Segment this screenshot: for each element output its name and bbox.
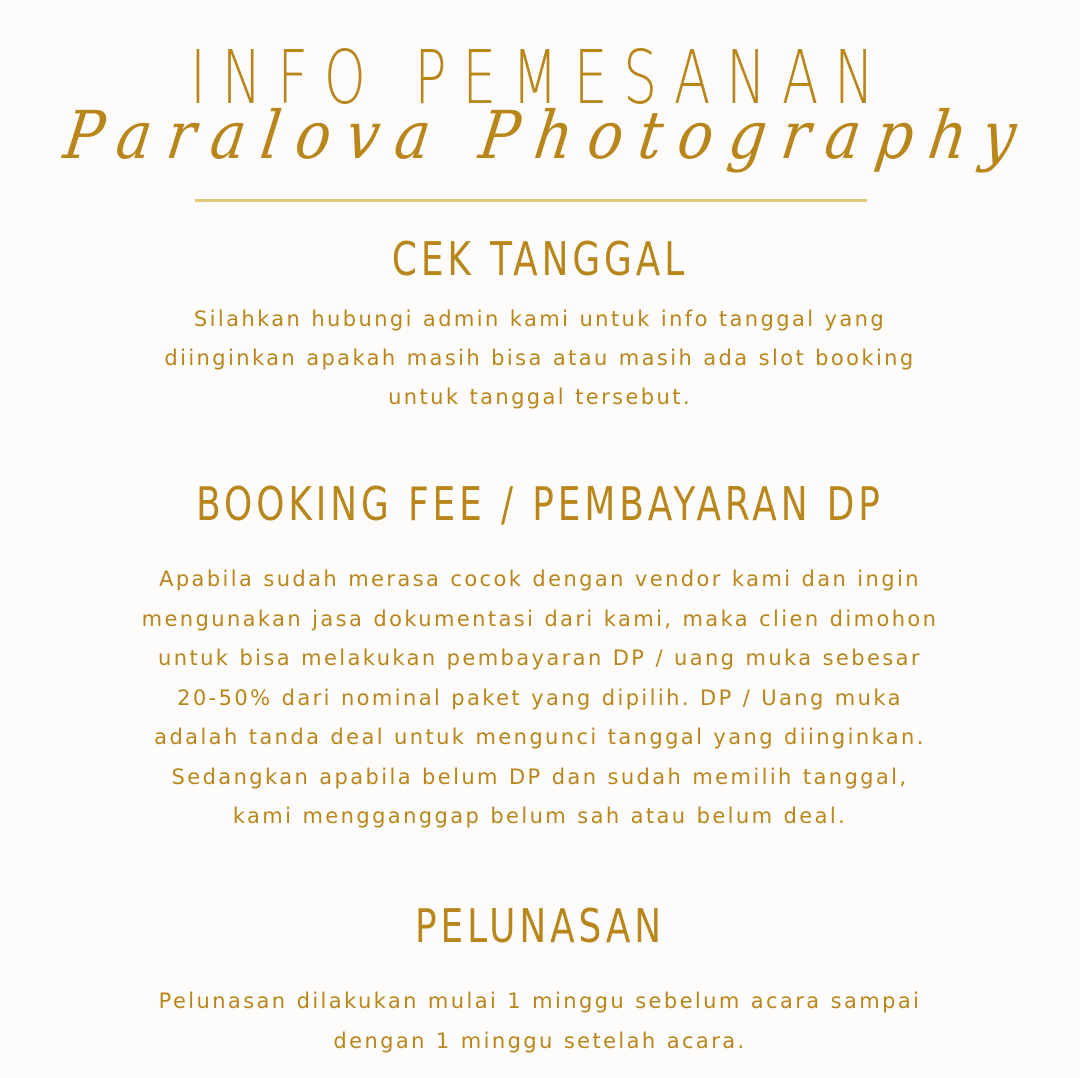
text-line: kami mengganggap belum sah atau belum deal. [232,804,848,828]
brand-script-title: Paralova Photography [59,97,1037,174]
text-line: dengan 1 minggu setelah acara. [333,1029,747,1053]
text-line: Pelunasan dilakukan mulai 1 minggu sebelum acara sampai [158,989,922,1013]
text-line: 20-50% dari nominal paket yang dipilih. DP / Uang muka [177,685,903,710]
section-heading-cek-tanggal: CEK TANGGAL [391,232,689,286]
section-text-pelunasan [90,981,990,1061]
text-line: Sedangkan apabila belum DP dan sudah memilih tanggal, [171,764,909,789]
text-line: adalah tanda deal untuk mengunci tanggal yang diinginkan. [154,725,926,749]
text-line: diinginkan apakah masih bisa atau masih ada slot booking [164,346,916,370]
title-divider [195,199,867,202]
section-heading-pelunasan: PELUNASAN [414,899,666,953]
text-line: untuk bisa melakukan pembayaran DP / uang muka sebesar [158,646,922,670]
section-text-cek-tanggal [90,300,990,417]
page-title: INFO PEMESANAN [190,35,890,121]
text-line: mengunakan jasa dokumentasi dari kami, maka clien dimohon [141,606,939,631]
section-text-booking-fee [90,560,990,837]
text-line: untuk tanggal tersebut. [388,385,692,409]
text-line: Apabila sudah merasa cocok dengan vendor kami dan ingin [159,567,921,591]
text-line: Silahkan hubungi admin kami untuk info tanggal yang [193,307,887,331]
section-heading-booking-fee: BOOKING FEE / PEMBAYARAN DP [196,477,884,531]
